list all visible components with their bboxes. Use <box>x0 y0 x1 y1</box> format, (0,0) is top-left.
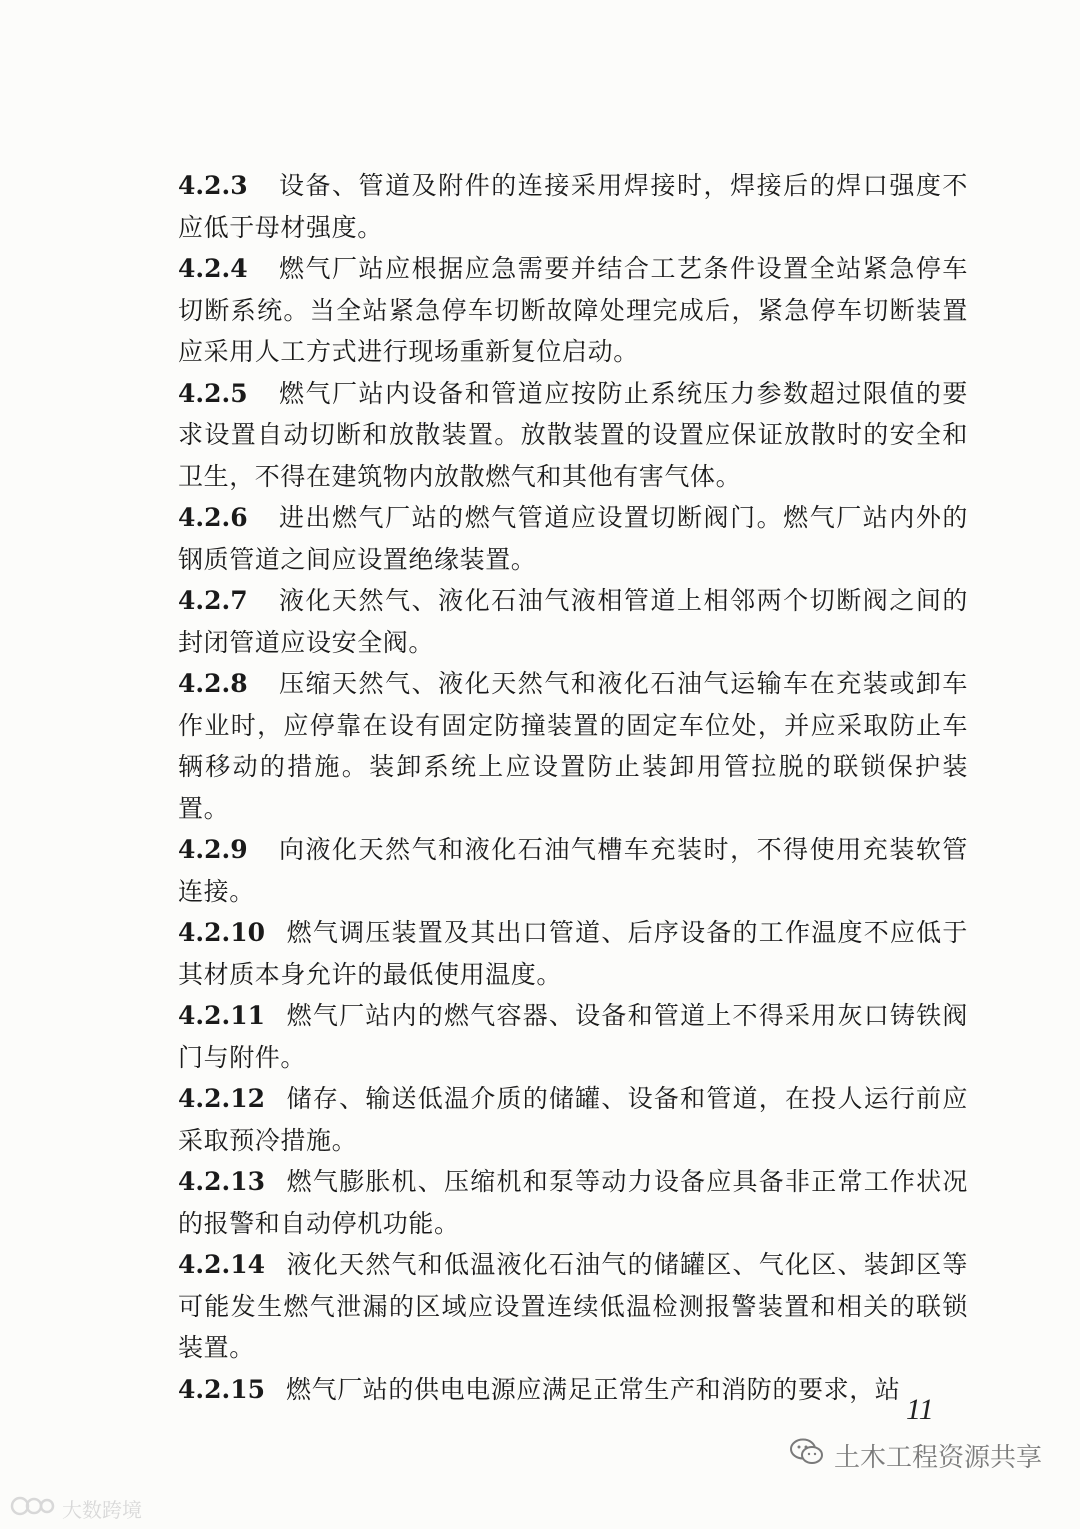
clause-text: 压缩天然气、液化天然气和液化石油气运输车在充装或卸车作业时，应停靠在设有固定防撞装置的固定车位处，并应采取防止车辆移动的措施。装卸系统上应设置防止装卸用管拉脱的联锁保护装置。 <box>178 669 968 823</box>
clause-text: 液化天然气、液化石油气液相管道上相邻两个切断阀之间的封闭管道应设安全阀。 <box>178 586 968 657</box>
clause-number: 4.2.11 <box>178 1001 265 1030</box>
watermark-right-text: 土木工程资源共享 <box>834 1443 1043 1473</box>
clause-list <box>178 165 968 1410</box>
clause-text: 燃气厂站应根据应急需要并结合工艺条件设置全站紧急停车切断系统。当全站紧急停车切断故障处理完成后，紧急停车切断装置应采用人工方式进行现场重新复位启动。 <box>178 254 968 366</box>
clause-number: 4.2.15 <box>178 1374 265 1404</box>
clause <box>178 912 968 995</box>
clause-number: 4.2.14 <box>178 1250 265 1279</box>
clause <box>178 829 968 912</box>
clause-number: 4.2.9 <box>178 835 248 864</box>
clause-number: 4.2.4 <box>178 254 248 283</box>
wechat-icon <box>790 1438 824 1473</box>
clause <box>178 663 968 829</box>
clause-text: 设备、管道及附件的连接采用焊接时，焊接后的焊口强度不应低于母材强度。 <box>178 171 968 242</box>
clause-number: 4.2.6 <box>178 503 248 532</box>
clause <box>178 1244 968 1369</box>
watermark-left <box>10 1494 142 1523</box>
clause-number: 4.2.13 <box>178 1167 265 1196</box>
clause-number: 4.2.7 <box>178 586 248 615</box>
clause-text: 燃气厂站的供电电源应满足正常生产和消防的要求，站 <box>286 1374 901 1404</box>
clause-text: 燃气厂站内设备和管道应按防止系统压力参数超过限值的要求设置自动切断和放散装置。放散装置的设置应保证放散时的安全和卫生，不得在建筑物内放散燃气和其他有害气体。 <box>178 378 968 491</box>
page-number: 11 <box>906 1393 934 1426</box>
clause-text: 燃气调压装置及其出口管道、后序设备的工作温度不应低于其材质本身允许的最低使用温度。 <box>178 918 968 989</box>
clause <box>178 373 968 498</box>
clause <box>178 497 968 580</box>
clause <box>178 165 968 248</box>
clause-number: 4.2.3 <box>178 171 248 200</box>
clause-text: 向液化天然气和液化石油气槽车充装时，不得使用充装软管连接。 <box>178 835 968 906</box>
brand-logo-icon <box>10 1495 56 1522</box>
clause-number: 4.2.8 <box>178 669 248 698</box>
clause-number: 4.2.10 <box>178 918 265 947</box>
clause-text: 液化天然气和低温液化石油气的储罐区、气化区、装卸区等可能发生燃气泄漏的区域应设置连续低温检测报警装置和相关的联锁装置。 <box>178 1250 968 1362</box>
watermark-left-text: 大数跨境 <box>62 1498 142 1522</box>
clause <box>178 1078 968 1161</box>
clause-text: 进出燃气厂站的燃气管道应设置切断阀门。燃气厂站内外的钢质管道之间应设置绝缘装置。 <box>178 503 968 574</box>
watermark-right <box>790 1437 1042 1474</box>
clause-text: 燃气厂站内的燃气容器、设备和管道上不得采用灰口铸铁阀门与附件。 <box>178 1001 968 1072</box>
clause <box>178 1369 968 1411</box>
clause-number: 4.2.12 <box>178 1084 265 1113</box>
clause <box>178 580 968 663</box>
clause <box>178 1161 968 1244</box>
clause <box>178 248 968 373</box>
clause-text: 储存、输送低温介质的储罐、设备和管道，在投人运行前应采取预冷措施。 <box>178 1084 968 1155</box>
clause-number: 4.2.5 <box>178 378 248 408</box>
clause <box>178 995 968 1078</box>
clause-text: 燃气膨胀机、压缩机和泵等动力设备应具备非正常工作状况的报警和自动停机功能。 <box>178 1167 968 1238</box>
